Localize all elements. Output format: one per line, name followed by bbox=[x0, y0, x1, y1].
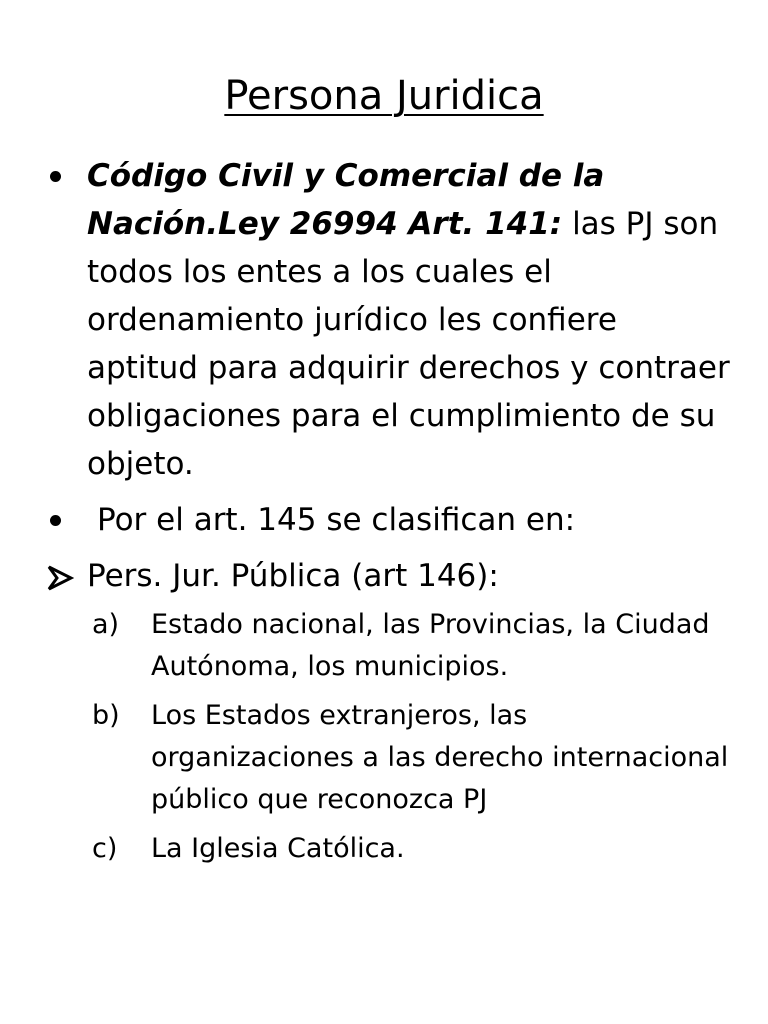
sub-item-text: Estado nacional, las Provincias, la Ciudad Autónoma, los municipios. bbox=[151, 609, 710, 682]
law-reference: Código Civil y Comercial de la Nación.Ley 26994 Art. 141: bbox=[87, 158, 605, 242]
sub-item-text: Los Estados extranjeros, las organizaciones a las derecho internacional público que reconozca PJ bbox=[151, 700, 729, 815]
bullet-item-public-entity bbox=[46, 552, 736, 600]
sub-list-item bbox=[92, 828, 732, 870]
sub-item-marker: c) bbox=[92, 833, 118, 864]
main-bullet-list bbox=[46, 152, 736, 600]
bullet-item-classification bbox=[46, 496, 736, 544]
public-entity-text: Pers. Jur. Pública (art 146): bbox=[87, 558, 499, 594]
bullet-item-definition bbox=[46, 152, 736, 488]
public-entity-sublist bbox=[92, 604, 732, 870]
slide-title: Persona Juridica bbox=[224, 73, 544, 119]
definition-text: las PJ son todos los entes a los cuales el ordenamiento jurídico les confiere aptitud para adquirir derechos y contraer obligaciones para el cumplimiento de su objeto. bbox=[87, 206, 730, 482]
classification-text: Por el art. 145 se clasifican en: bbox=[97, 502, 576, 538]
sub-list-item bbox=[92, 604, 732, 688]
sub-item-text: La Iglesia Católica. bbox=[151, 833, 405, 864]
sub-item-marker: b) bbox=[92, 700, 120, 731]
sub-item-marker: a) bbox=[92, 609, 120, 640]
sub-list-item bbox=[92, 695, 732, 821]
